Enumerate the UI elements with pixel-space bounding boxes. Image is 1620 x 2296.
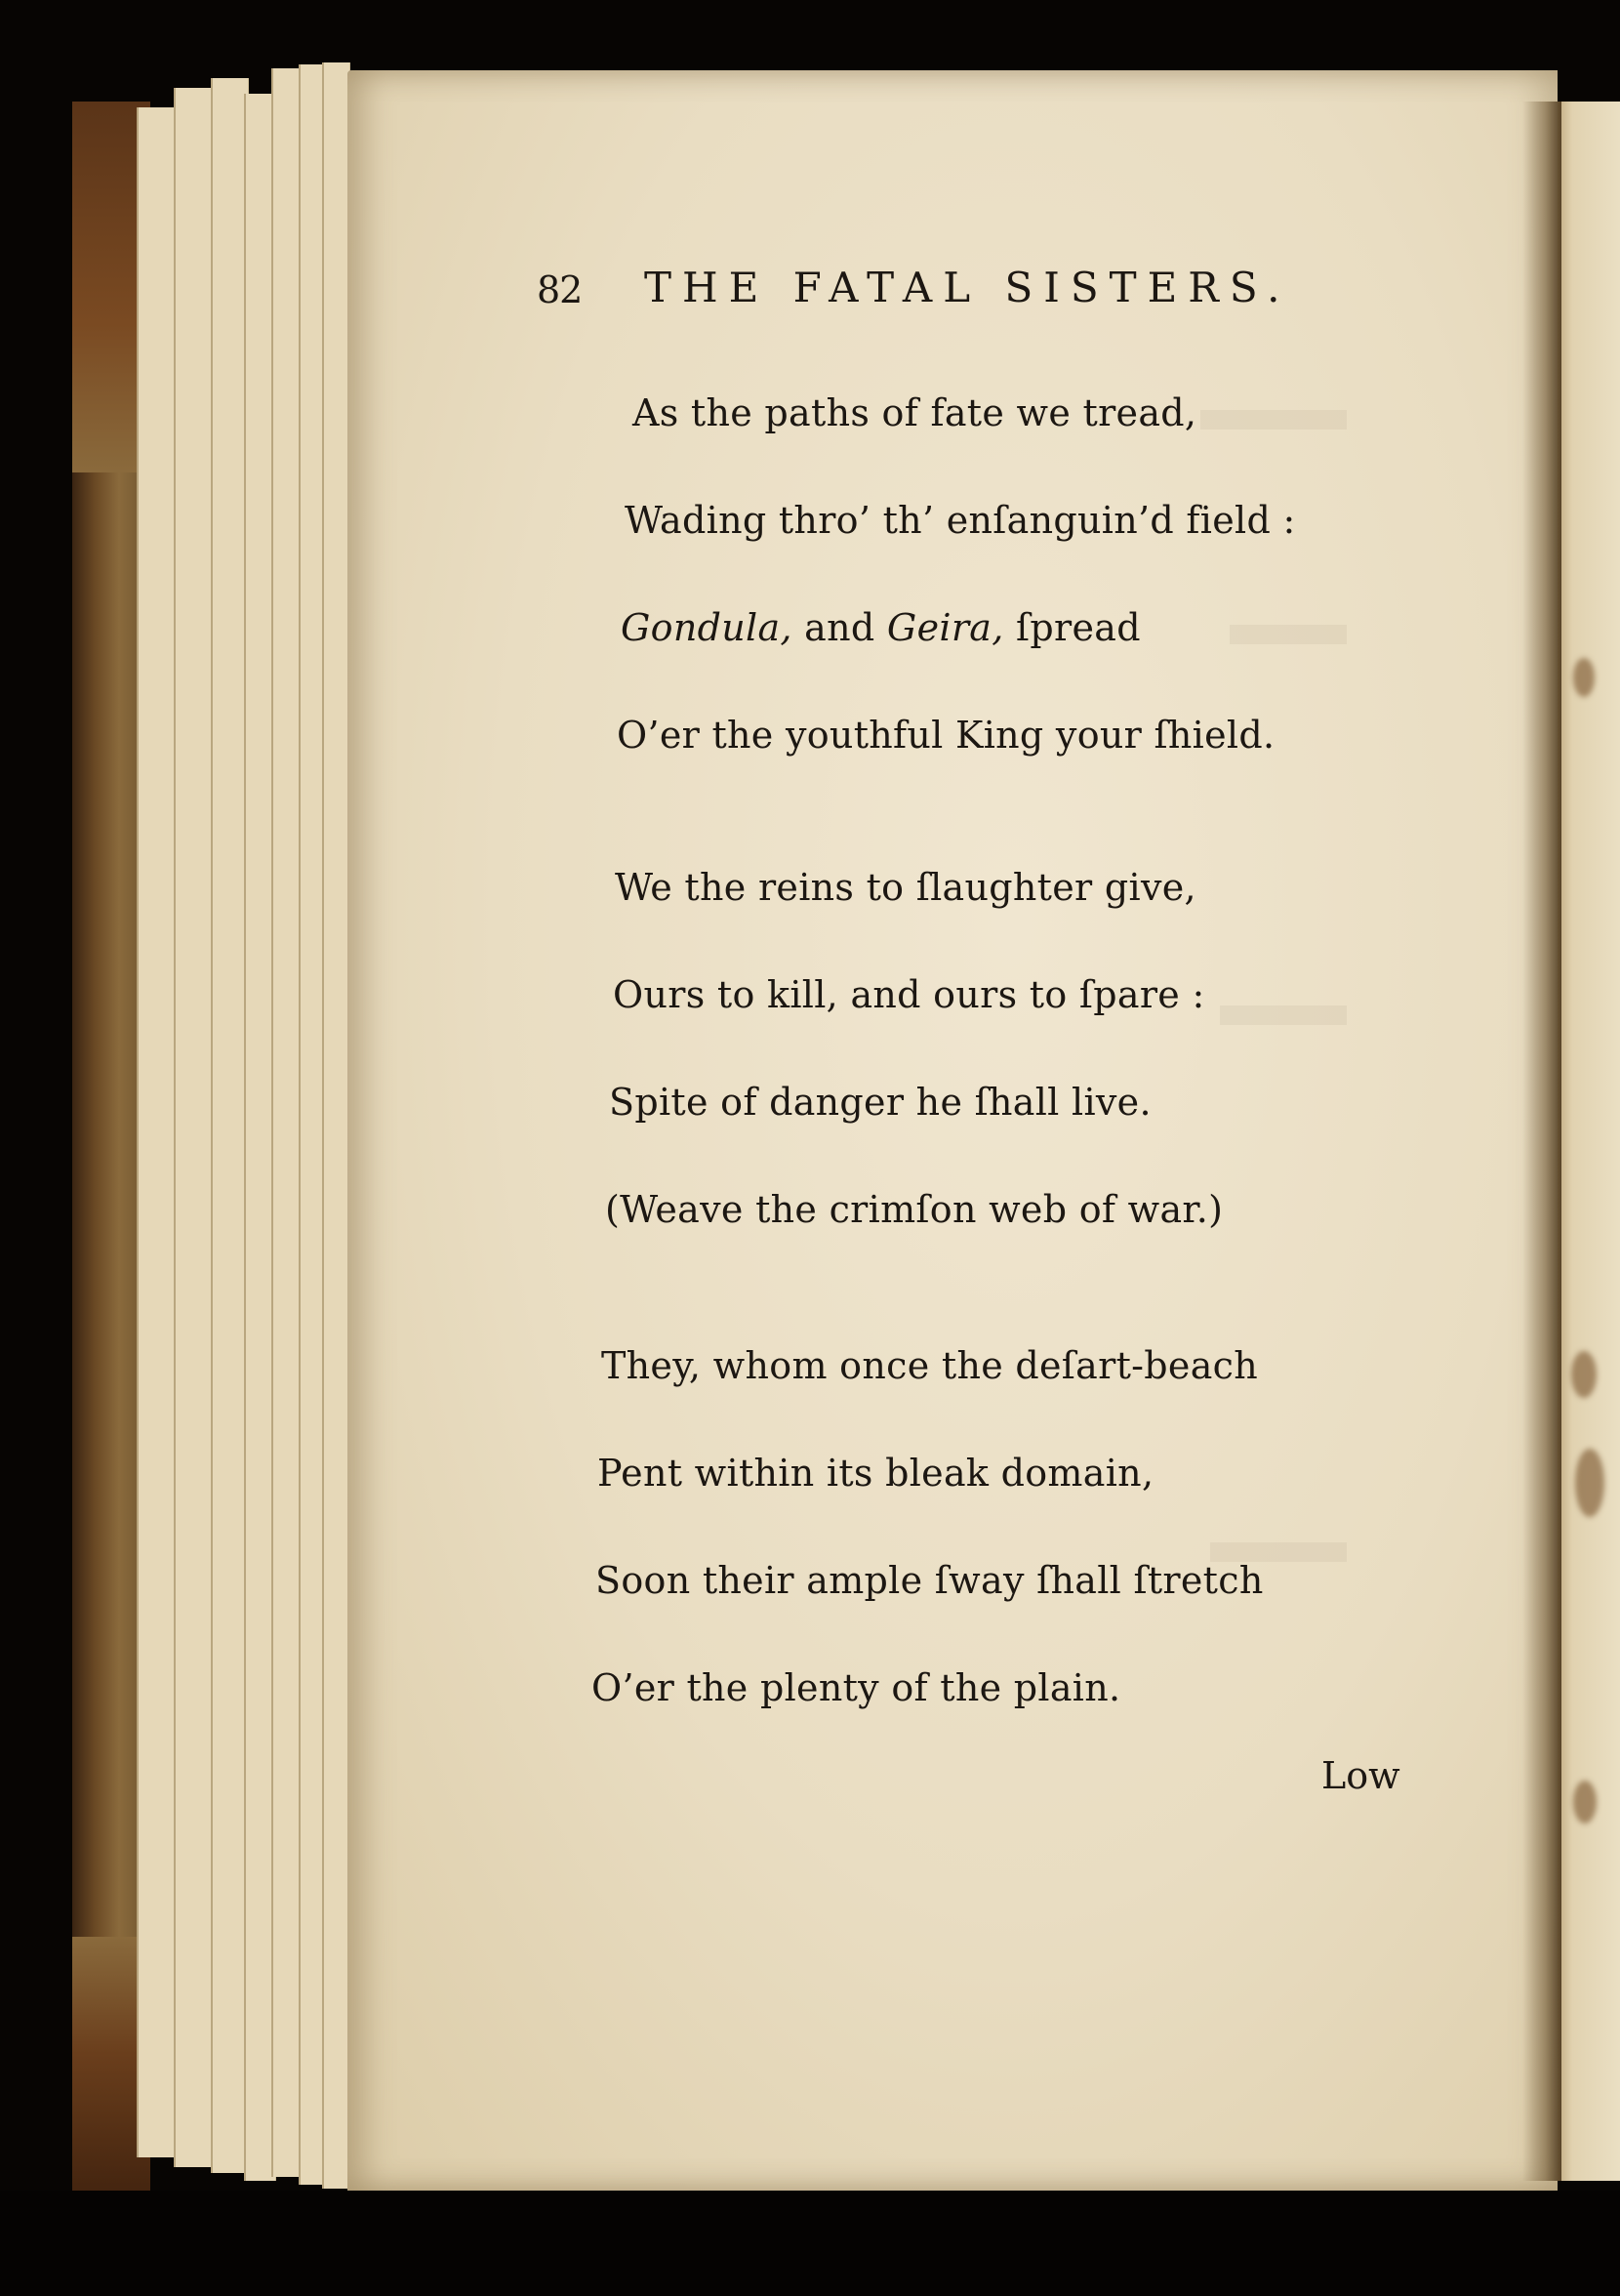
page-number: 82 — [537, 268, 583, 311]
verse-line — [591, 1666, 1121, 1709]
verse-line — [617, 714, 1276, 757]
verse-line — [597, 1452, 1154, 1495]
foxing-stain — [1571, 1351, 1597, 1398]
verse-segment: O’er the youthful King your ſhield. — [617, 714, 1276, 757]
background-shadow — [0, 2191, 1620, 2296]
verse-line — [625, 499, 1296, 542]
verse-line — [601, 1344, 1259, 1387]
verse-segment: We the reins to ſlaughter give, — [615, 866, 1196, 909]
verse-segment: As the paths of fate we tread, — [632, 391, 1197, 434]
running-head: THE FATAL SISTERS. — [644, 264, 1291, 311]
verse-segment: O’er the plenty of the plain. — [591, 1666, 1121, 1709]
show-through-mark — [1230, 625, 1347, 644]
show-through-mark — [1200, 410, 1347, 430]
page-edge — [137, 107, 179, 2157]
verse-line — [609, 1081, 1152, 1124]
verse-line — [621, 606, 1141, 649]
verse-segment: (Weave the crimſon web of war.) — [605, 1188, 1224, 1231]
verse-line — [615, 866, 1196, 909]
verse-segment: ſpread — [1003, 606, 1141, 649]
catchword: Low — [1321, 1754, 1400, 1797]
verse-segment: Pent within its bleak domain, — [597, 1452, 1154, 1495]
foxing-stain — [1573, 1781, 1597, 1824]
verse-segment: Ours to kill, and ours to ſpare : — [613, 973, 1205, 1016]
verse-italic-name: Geira, — [886, 606, 1004, 649]
foxing-stain — [1573, 658, 1595, 697]
verse-line — [595, 1559, 1264, 1602]
page-edges-stack — [137, 59, 371, 2196]
verse-italic-name: Gondula, — [621, 606, 792, 649]
page-edge — [322, 62, 350, 2189]
page-edge — [174, 88, 216, 2167]
verse-line — [613, 973, 1205, 1016]
show-through-mark — [1220, 1005, 1347, 1025]
book-page — [347, 70, 1558, 2191]
verse-line — [605, 1188, 1224, 1231]
verse-segment: Wading thro’ th’ enſanguin’d field : — [625, 499, 1296, 542]
verse-line — [632, 391, 1197, 434]
facing-page-edge — [1552, 102, 1620, 2181]
verse-segment: and — [791, 606, 887, 649]
foxing-stain — [1575, 1449, 1604, 1517]
page-gutter-shadow — [1522, 102, 1561, 2181]
verse-segment: They, whom once the deſart-beach — [601, 1344, 1259, 1387]
verse-segment: Soon their ample ſway ſhall ſtretch — [595, 1559, 1264, 1602]
verse-segment: Spite of danger he ſhall live. — [609, 1081, 1152, 1124]
